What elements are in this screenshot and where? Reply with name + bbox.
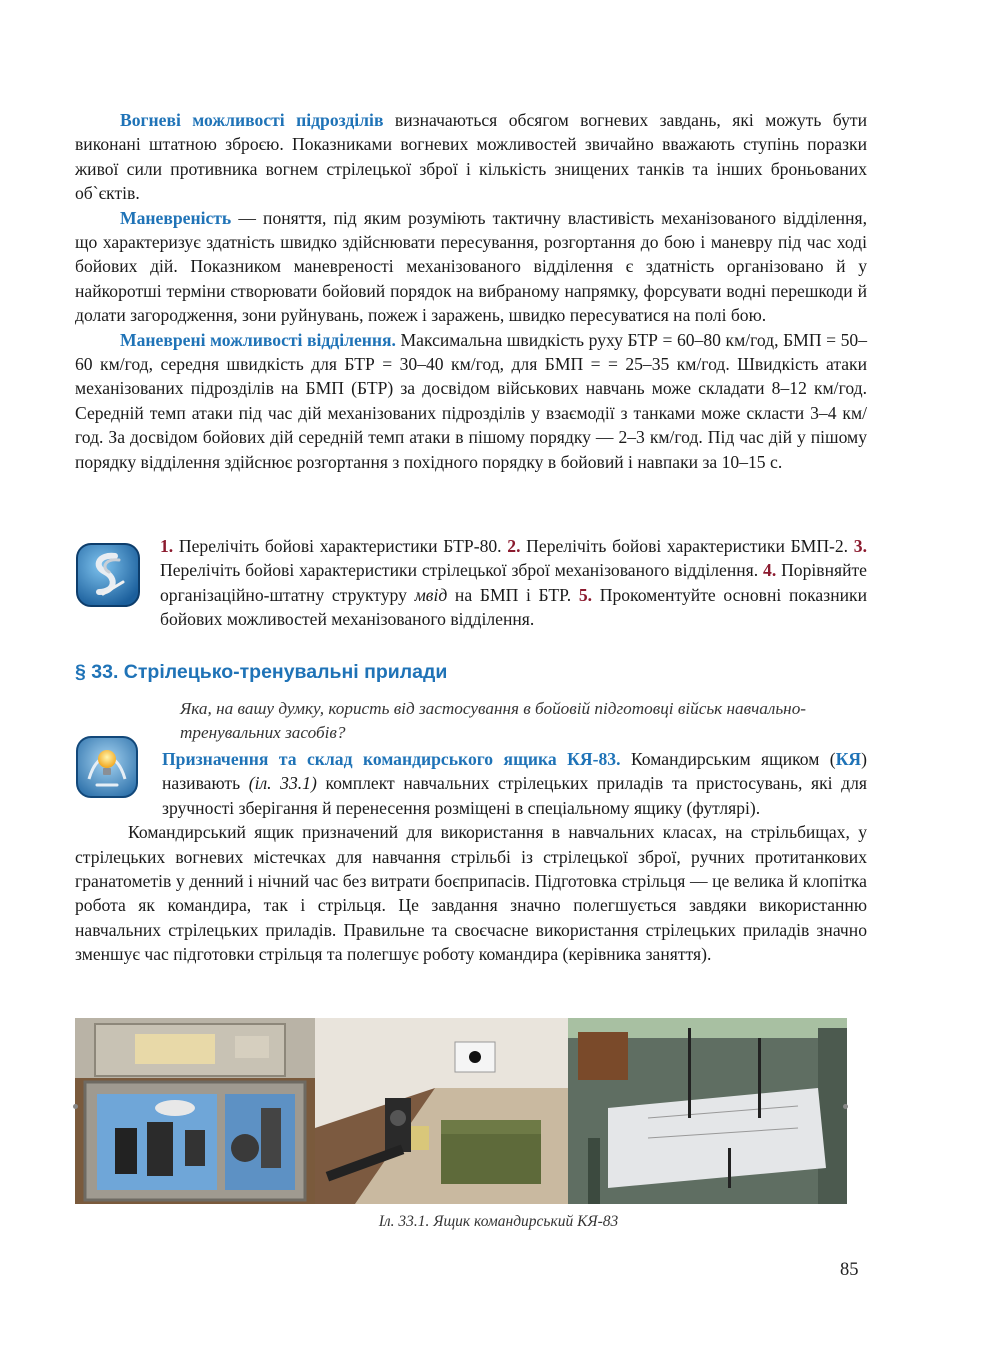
paragraph-text: Максимальна швидкість руху БТР = 60–80 км/год, БМП = 50–60 км/год, середня швидкість для БТР = 30–40 км/год, для БМП = = 25–35 км/год. Швидкість атаки механізованих підрозділів на БМП (БТР) за досвідом військових навчань може складати 8–12 км/год. Середній темп атаки під час дій механізованих підрозділів у взаємодії з танками може скласти 3–4 км/год. За досвідом бойових дій середній темп атаки в пішому порядку — 2–3 км/год. Під час дій у пішому порядку відділення здійснює розгортання з похідного порядку в бойовий і навпаки за 10–15 с. [75, 329, 867, 472]
section-title: § 33. Стрілецько-тренувальні прилади [75, 661, 448, 683]
section-text [75, 747, 867, 967]
abbr-ky: КЯ [835, 749, 862, 769]
question-number: 2. [507, 536, 521, 556]
term-maneuver-capabilities: Маневрені можливості відділення. [120, 329, 396, 350]
photo-open-case [75, 1018, 315, 1204]
paragraph-fire-capabilities [75, 108, 867, 206]
term-commander-box: Призначення та склад командирського ящика КЯ-83. [162, 749, 621, 769]
question-text: Перелічіть бойові характеристики БМП-2. [520, 536, 854, 556]
photo-marker [73, 1104, 78, 1109]
photo-marker [843, 1104, 848, 1109]
figure-caption: Іл. 33.1. Ящик командирський КЯ-83 [378, 1213, 619, 1230]
question-text: Прокоментуйте основні показники бойових можливостей механізованого відділення. [160, 584, 867, 630]
lead-question: Яка, на вашу думку, користь від застосування в бойовій підготовці військ навчально-тренувальних засобів? [180, 699, 807, 742]
term-maneuverability: Маневреність [120, 207, 232, 228]
paragraph-maneuverability [75, 206, 867, 328]
page-number: 85 [840, 1260, 859, 1280]
photo-target-board [568, 1018, 847, 1204]
question-text: Перелічіть бойові характеристики БТР-80. [173, 536, 508, 556]
question-number: 3. [853, 536, 867, 556]
figure-ref: (іл. 33.1) [248, 773, 317, 794]
term-fire-capabilities: Вогневі можливості підрозділів [120, 110, 384, 130]
paragraph-maneuver-capabilities [75, 328, 867, 474]
question-text: на БМП і БТР. [447, 584, 579, 605]
paragraph-text: Командирським ящиком ( [620, 749, 836, 769]
questions-icon [75, 542, 141, 608]
paragraph-text: комплект навчальних стрілецьких приладів та пристосувань, які для зручності зберігання й перенесення розміщені в спеціальному ящику (футлярі). [162, 773, 868, 818]
question-number: 5. [578, 584, 593, 605]
paragraph-commander-box-purpose: Командирський ящик призначений для використання в навчальних класах, на стрільбищах, у стрілецьких вогневих містечках для навчання стрільбі із стрілецької зброї, ручних протитанкових гранатометів у денний і нічний час без витрати боєприпасів. Підготовка стрільця — це велика й клопітка робота як командира, так і стрільця. Це завдання значно полегшується завдяки використанню навчальних стрілецьких приладів. Правильне та своєчасне використання стрілецьких приладів значно зменшує час підготовки стрільця та полегшує роботу командира (керівника заняття). [75, 822, 867, 965]
figure-photos [75, 1018, 847, 1204]
review-questions [75, 534, 867, 632]
question-abbr: мвід [414, 584, 448, 605]
question-text: Порівняйте організаційно-штатну структуру [160, 560, 867, 605]
question-text: Перелічіть бойові характеристики стрілецької зброї механізованого відділення. [160, 560, 764, 581]
questions-text [160, 534, 867, 632]
paragraph-text: визначаються обсягом вогневих завдань, які можуть бути виконані штатною зброєю. Показниками вогневих можливостей звичайно вважають ступінь поразки живої сили противника вогнем стрілецької зброї і кількість знищених танків та інших броньованих об`єктів. [75, 110, 867, 204]
question-number: 4. [763, 560, 777, 581]
photo-green-box [315, 1018, 568, 1204]
paragraph-commander-box [75, 747, 867, 820]
intro-text [75, 108, 867, 474]
paragraph-text: ) називають [162, 749, 867, 794]
paragraph-text: — поняття, під яким розуміють тактичну властивість механізованого відділення, що характеризує здатність швидко здійснювати пересування, розгортання до бою і маневру під час ході бойових дій. Показником маневреності механізованого відділення є здатність організовано й у найкоротші терміни створювати бойовий порядок на вибраному напрямку, форсувати водні перешкоди й долати загородження, зони руйнувань, пожеж і заражень, швидко пересуватися на полі бою. [75, 207, 867, 326]
question-number: 1. [160, 536, 174, 556]
